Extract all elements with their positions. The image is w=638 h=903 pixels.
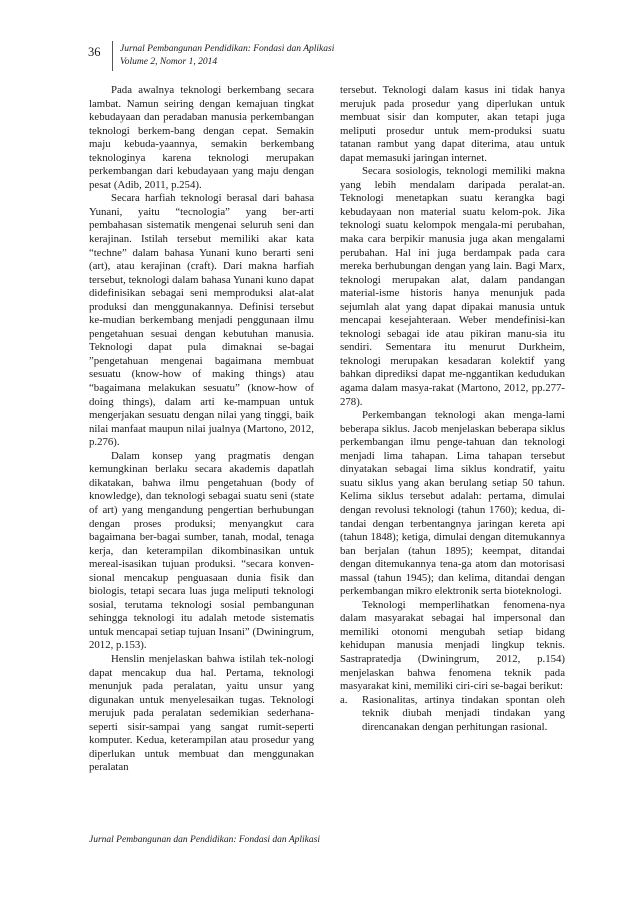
volume-info: Volume 2, Nomor 1, 2014 <box>120 57 218 67</box>
paragraph: Perkembangan teknologi akan menga-lami beberapa siklus. Jacob menjelaskan beberapa siklus perkembangan ilmu penge-tahuan dan teknologi menjadi lima tahapan. Lima tahapan tersebut dinyatakan sebagai lima siklus kondratif, yaitu suatu siklus yang akan berulang setiap 50 tahun. Kelima siklus tersebut adalah: pertama, dimulai dengan revolusi teknologi (tahun 1760); kedua, di-tandai dengan terbentangnya jaringan kereta api (tahun 1848); ketiga, dimulai dengan ditemukannya ban berjalan (tahun 1895); keempat, ditandai dengan ditemukannya tena-ga atom dan motorisasi massal (tahun 1945); dan kelima, ditandai dengan perkembangan mikro elektronik serta bioteknologi. <box>340 409 565 598</box>
list-item <box>340 694 565 735</box>
right-column <box>340 84 565 734</box>
running-footer: Jurnal Pembangunan dan Pendidikan: Fondasi dan Aplikasi <box>89 835 320 845</box>
page-number: 36 <box>88 45 101 59</box>
paragraph: Henslin menjelaskan bahwa istilah tek-nologi dapat mencakup dua hal. Pertama, teknologi menunjuk pada peralatan, yaitu unsur yang digunakan untuk menyelesaikan tugas. Teknologi merujuk pada peralatan sedemikian sederhana-seperti sisir-sampai yang sangat rumit-seperti komputer. Kedua, keterampilan atau prosedur yang diperlukan untuk membuat dan menggunakan peralatan <box>89 652 314 774</box>
paragraph: Teknologi memperlihatkan fenomena-nya dalam masyarakat sebagai hal impersonal dan memiliki otonomi mengubah setiap bidang kehidupan manusia menjadi lingkup teknis. Sastrapratedja (Dwiningrum, 2012, p.154) menjelaskan bahwa fenomena teknik pada masyarakat kini, memiliki ciri-ciri se-bagai berikut: <box>340 598 565 693</box>
list-item-text: Rasionalitas, artinya tindakan spontan oleh teknik diubah menjadi tindakan yang direncanakan dengan perhitungan rasional. <box>362 693 565 733</box>
journal-title: Jurnal Pembangunan Pendidikan: Fondasi dan Aplikasi <box>120 44 335 54</box>
paragraph: Pada awalnya teknologi berkembang secara lambat. Namun seiring dengan kemajuan tingkat kebudayaan dan peradaban manusia perkembangan teknologi berkem-bang dengan cepat. Semakin maju kebuda-yaannya, semakin berkembang teknologinya karena teknologi merupakan perkembangan dari kebudayaan yang maju dengan pesat (Adib, 2011, p.254). <box>89 84 314 191</box>
paragraph: Secara harfiah teknologi berasal dari bahasa Yunani, yaitu “tecnologia” yang ber-arti pembahasan sistematik mengenai seluruh seni dan kerajinan. Istilah tersebut memiliki akar kata “techne” dalam bahasa Yunani kuno berarti seni (art), atau kerajinan (craft). Dari makna harfiah tersebut, teknologi dalam bahasa Yunani kuno dapat didefinisikan sebagai seni memproduksi alat-alat produksi dan menggunakannya. Definisi tersebut ke-mudian berkembang menjadi penggunaan ilmu pengetahuan sesuai dengan kebutuhan manusia. Teknologi dapat pula dimaknai se-bagai ”pengetahuan mengenai bagaimana membuat sesuatu (know-how of making things) atau “bagaimana melakukan sesuatu” (know-how of doing things), dalam arti ke-mampuan untuk mengerjakan sesuatu dengan nilai yang tinggi, baik nilai manfaat maupun nilai jualnya (Martono, 2012, p.276). <box>89 192 314 449</box>
paragraph: Dalam konsep yang pragmatis dengan kemungkinan berlaku secara akademis dapatlah dikatakan, bahwa ilmu pengetahuan (body of knowledge), dan teknologi sebagai suatu seni (state of art) yang mengandung pengertian berhubungan dengan proses produksi; menyangkut cara bagaimana ber-bagai sumber, tanah, modal, tenaga kerja, dan keterampilan dikombinasikan untuk mereal-isasikan tujuan produksi. “secara konven-sional mencakup penguasaan dunia fisik dan biologis, tetapi secara luas juga meliputi teknologi sosial, terutama teknologi sosial pembangunan sehingga teknologi itu adalah metode sistematis untuk mencapai setiap tujuan Insani” (Dwiningrum, 2012, p.153). <box>89 449 314 652</box>
running-header <box>120 43 334 69</box>
left-column <box>89 84 314 775</box>
header-divider <box>112 41 113 71</box>
paragraph-continued: tersebut. Teknologi dalam kasus ini tidak hanya merujuk pada prosedur yang diperlukan untuk membuat sisir dan komputer, akan tetapi juga meliputi prosedur untuk mem-produksi suatu tatanan rambut yang dapat diterima, atau untuk dapat memasuki jaringan internet. <box>340 84 565 164</box>
feature-list <box>340 694 565 735</box>
paragraph: Secara sosiologis, teknologi memiliki makna yang lebih mendalam daripada peralat-an. Teknologi menetapkan suatu kerangka bagi kebudayaan non material suatu kelom-pok. Jika teknologi suatu kelompok mengala-mi perubahan, maka cara berpikir manusia juga akan mengalami perubahan. Hal ini juga berdampak pada cara mereka berhubungan dengan yang lain. Bagi Marx, teknologi merupakan alat, dalam pandangan material-isme historis hanya menunjuk pada sejumlah alat yang dapat dipakai manusia untuk mencapai kesejahteraan. Weber mendefinisi-kan teknologi sebagai ide atau pikiran manu-sia itu sendiri. Sementara itu menurut Durkheim, teknologi merupakan kesadaran kolektif yang bahkan diprediksi dapat me-nggantikan kedudukan agama dalam masya-rakat (Martono, 2012, pp.277-278). <box>340 165 565 408</box>
list-marker: a. <box>340 693 348 706</box>
